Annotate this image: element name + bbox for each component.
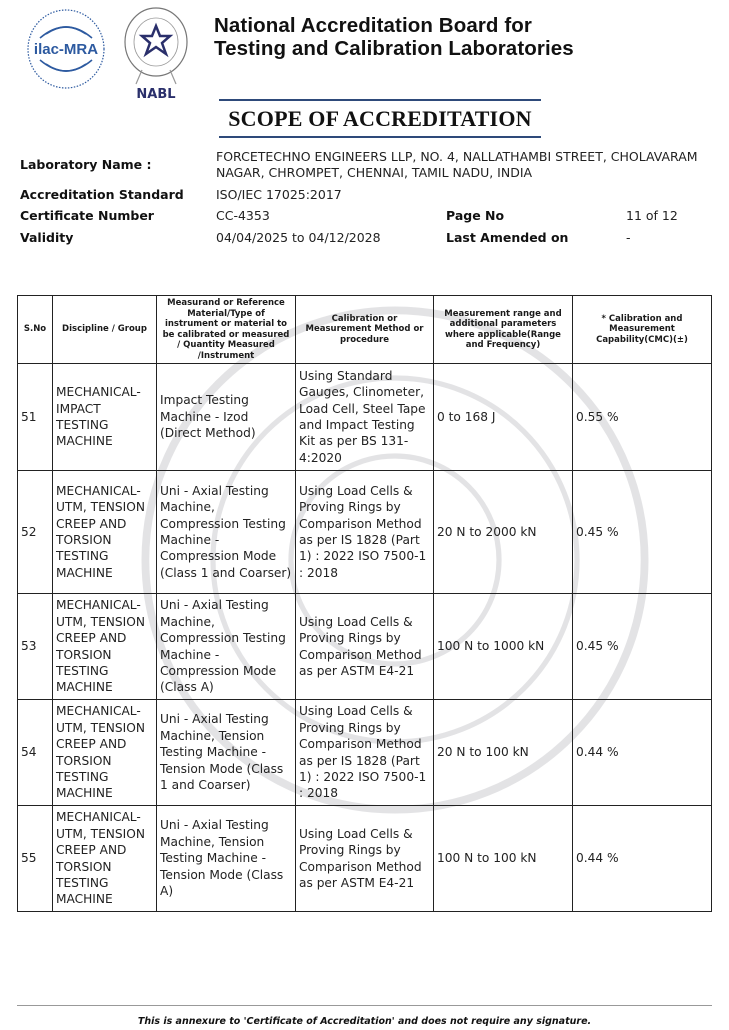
cell-cmc: 0.44 % — [573, 806, 712, 912]
org-title-line2: Testing and Calibration Laboratories — [214, 37, 574, 60]
lab-name-label: Laboratory Name : — [20, 157, 152, 172]
cell-measurand: Uni - Axial Testing Machine, Tension Testing Machine - Tension Mode (Class 1 and Coarser) — [157, 700, 296, 806]
header-sno: S.No — [18, 296, 53, 364]
header-cmc: * Calibration and Measurement Capability(CMC)(±) — [573, 296, 712, 364]
cell-range: 100 N to 100 kN — [434, 806, 573, 912]
cell-measurand: Impact Testing Machine - Izod (Direct Method) — [157, 364, 296, 471]
cell-measurand: Uni - Axial Testing Machine, Compression Testing Machine - Compression Mode (Class A) — [157, 594, 296, 700]
ilac-mra-logo — [26, 8, 106, 90]
cell-method: Using Load Cells & Proving Rings by Comparison Method as per ASTM E4-21 — [296, 594, 434, 700]
cell-cmc: 0.44 % — [573, 700, 712, 806]
page-value: 11 of 12 — [626, 208, 678, 223]
cell-sno: 51 — [18, 364, 53, 471]
cell-method: Using Load Cells & Proving Rings by Comparison Method as per IS 1828 (Part 1) : 2022 ISO 7500-1 : 2018 — [296, 471, 434, 594]
cell-method: Using Standard Gauges, Clinometer, Load Cell, Steel Tape and Impact Testing Kit as per BS 131-4:2020 — [296, 364, 434, 471]
header-method: Calibration or Measurement Method or procedure — [296, 296, 434, 364]
cell-range: 20 N to 100 kN — [434, 700, 573, 806]
cell-cmc: 0.45 % — [573, 594, 712, 700]
table-row — [18, 594, 712, 700]
standard-value: ISO/IEC 17025:2017 — [216, 187, 342, 202]
cell-discipline: MECHANICAL- UTM, TENSION CREEP AND TORSION TESTING MACHINE — [53, 700, 157, 806]
cell-method: Using Load Cells & Proving Rings by Comparison Method as per IS 1828 (Part 1) : 2022 ISO 7500-1 : 2018 — [296, 700, 434, 806]
table-row — [18, 806, 712, 912]
table-row — [18, 471, 712, 594]
table-row — [18, 364, 712, 471]
cell-range: 100 N to 1000 kN — [434, 594, 573, 700]
validity-label: Validity — [20, 230, 74, 245]
cell-measurand: Uni - Axial Testing Machine, Tension Testing Machine - Tension Mode (Class A) — [157, 806, 296, 912]
cell-range: 0 to 168 J — [434, 364, 573, 471]
org-title-line1: National Accreditation Board for — [214, 14, 532, 37]
cell-sno: 53 — [18, 594, 53, 700]
cell-sno: 52 — [18, 471, 53, 594]
standard-label: Accreditation Standard — [20, 187, 184, 202]
header-range: Measurement range and additional parameters where applicable(Range and Frequency) — [434, 296, 573, 364]
footer-divider — [17, 1005, 712, 1006]
amended-label: Last Amended on — [446, 230, 569, 245]
lab-name-line1: FORCETECHNO ENGINEERS LLP, NO. 4, NALLATHAMBI STREET, CHOLAVARAM — [216, 149, 698, 164]
cell-measurand: Uni - Axial Testing Machine, Compression Testing Machine - Compression Mode (Class 1 and Coarser) — [157, 471, 296, 594]
scope-title: SCOPE OF ACCREDITATION — [228, 106, 532, 131]
org-title — [214, 14, 574, 60]
scope-bottom-rule — [219, 136, 541, 138]
nabl-logo-text: NABL — [136, 87, 176, 100]
lab-name-value — [216, 149, 698, 181]
validity-value: 04/04/2025 to 04/12/2028 — [216, 230, 381, 245]
table-row — [18, 700, 712, 806]
certificate-label: Certificate Number — [20, 208, 154, 223]
cell-sno: 54 — [18, 700, 53, 806]
cell-discipline: MECHANICAL- IMPACT TESTING MACHINE — [53, 364, 157, 471]
cell-cmc: 0.45 % — [573, 471, 712, 594]
cell-discipline: MECHANICAL- UTM, TENSION CREEP AND TORSION TESTING MACHINE — [53, 594, 157, 700]
cell-cmc: 0.55 % — [573, 364, 712, 471]
footer-note: This is annexure to 'Certificate of Accreditation' and does not require any signature. — [137, 1016, 592, 1027]
ilac-logo-text: ilac-MRA — [33, 41, 99, 58]
scope-heading — [219, 99, 541, 138]
cell-range: 20 N to 2000 kN — [434, 471, 573, 594]
cell-discipline: MECHANICAL- UTM, TENSION CREEP AND TORSION TESTING MACHINE — [53, 806, 157, 912]
scope-table — [17, 295, 712, 912]
lab-name-line2: NAGAR, CHROMPET, CHENNAI, TAMIL NADU, INDIA — [216, 165, 533, 180]
cell-sno: 55 — [18, 806, 53, 912]
table-header-row — [18, 296, 712, 364]
nabl-logo — [122, 6, 190, 100]
certificate-value: CC-4353 — [216, 208, 270, 223]
amended-value: - — [626, 230, 631, 245]
cell-discipline: MECHANICAL- UTM, TENSION CREEP AND TORSION TESTING MACHINE — [53, 471, 157, 594]
header-discipline: Discipline / Group — [53, 296, 157, 364]
cell-method: Using Load Cells & Proving Rings by Comparison Method as per ASTM E4-21 — [296, 806, 434, 912]
page-label: Page No — [446, 208, 505, 223]
header-measurand: Measurand or Reference Material/Type of instrument or material to be calibrated or measured / Quantity Measured /Instrument — [157, 296, 296, 364]
